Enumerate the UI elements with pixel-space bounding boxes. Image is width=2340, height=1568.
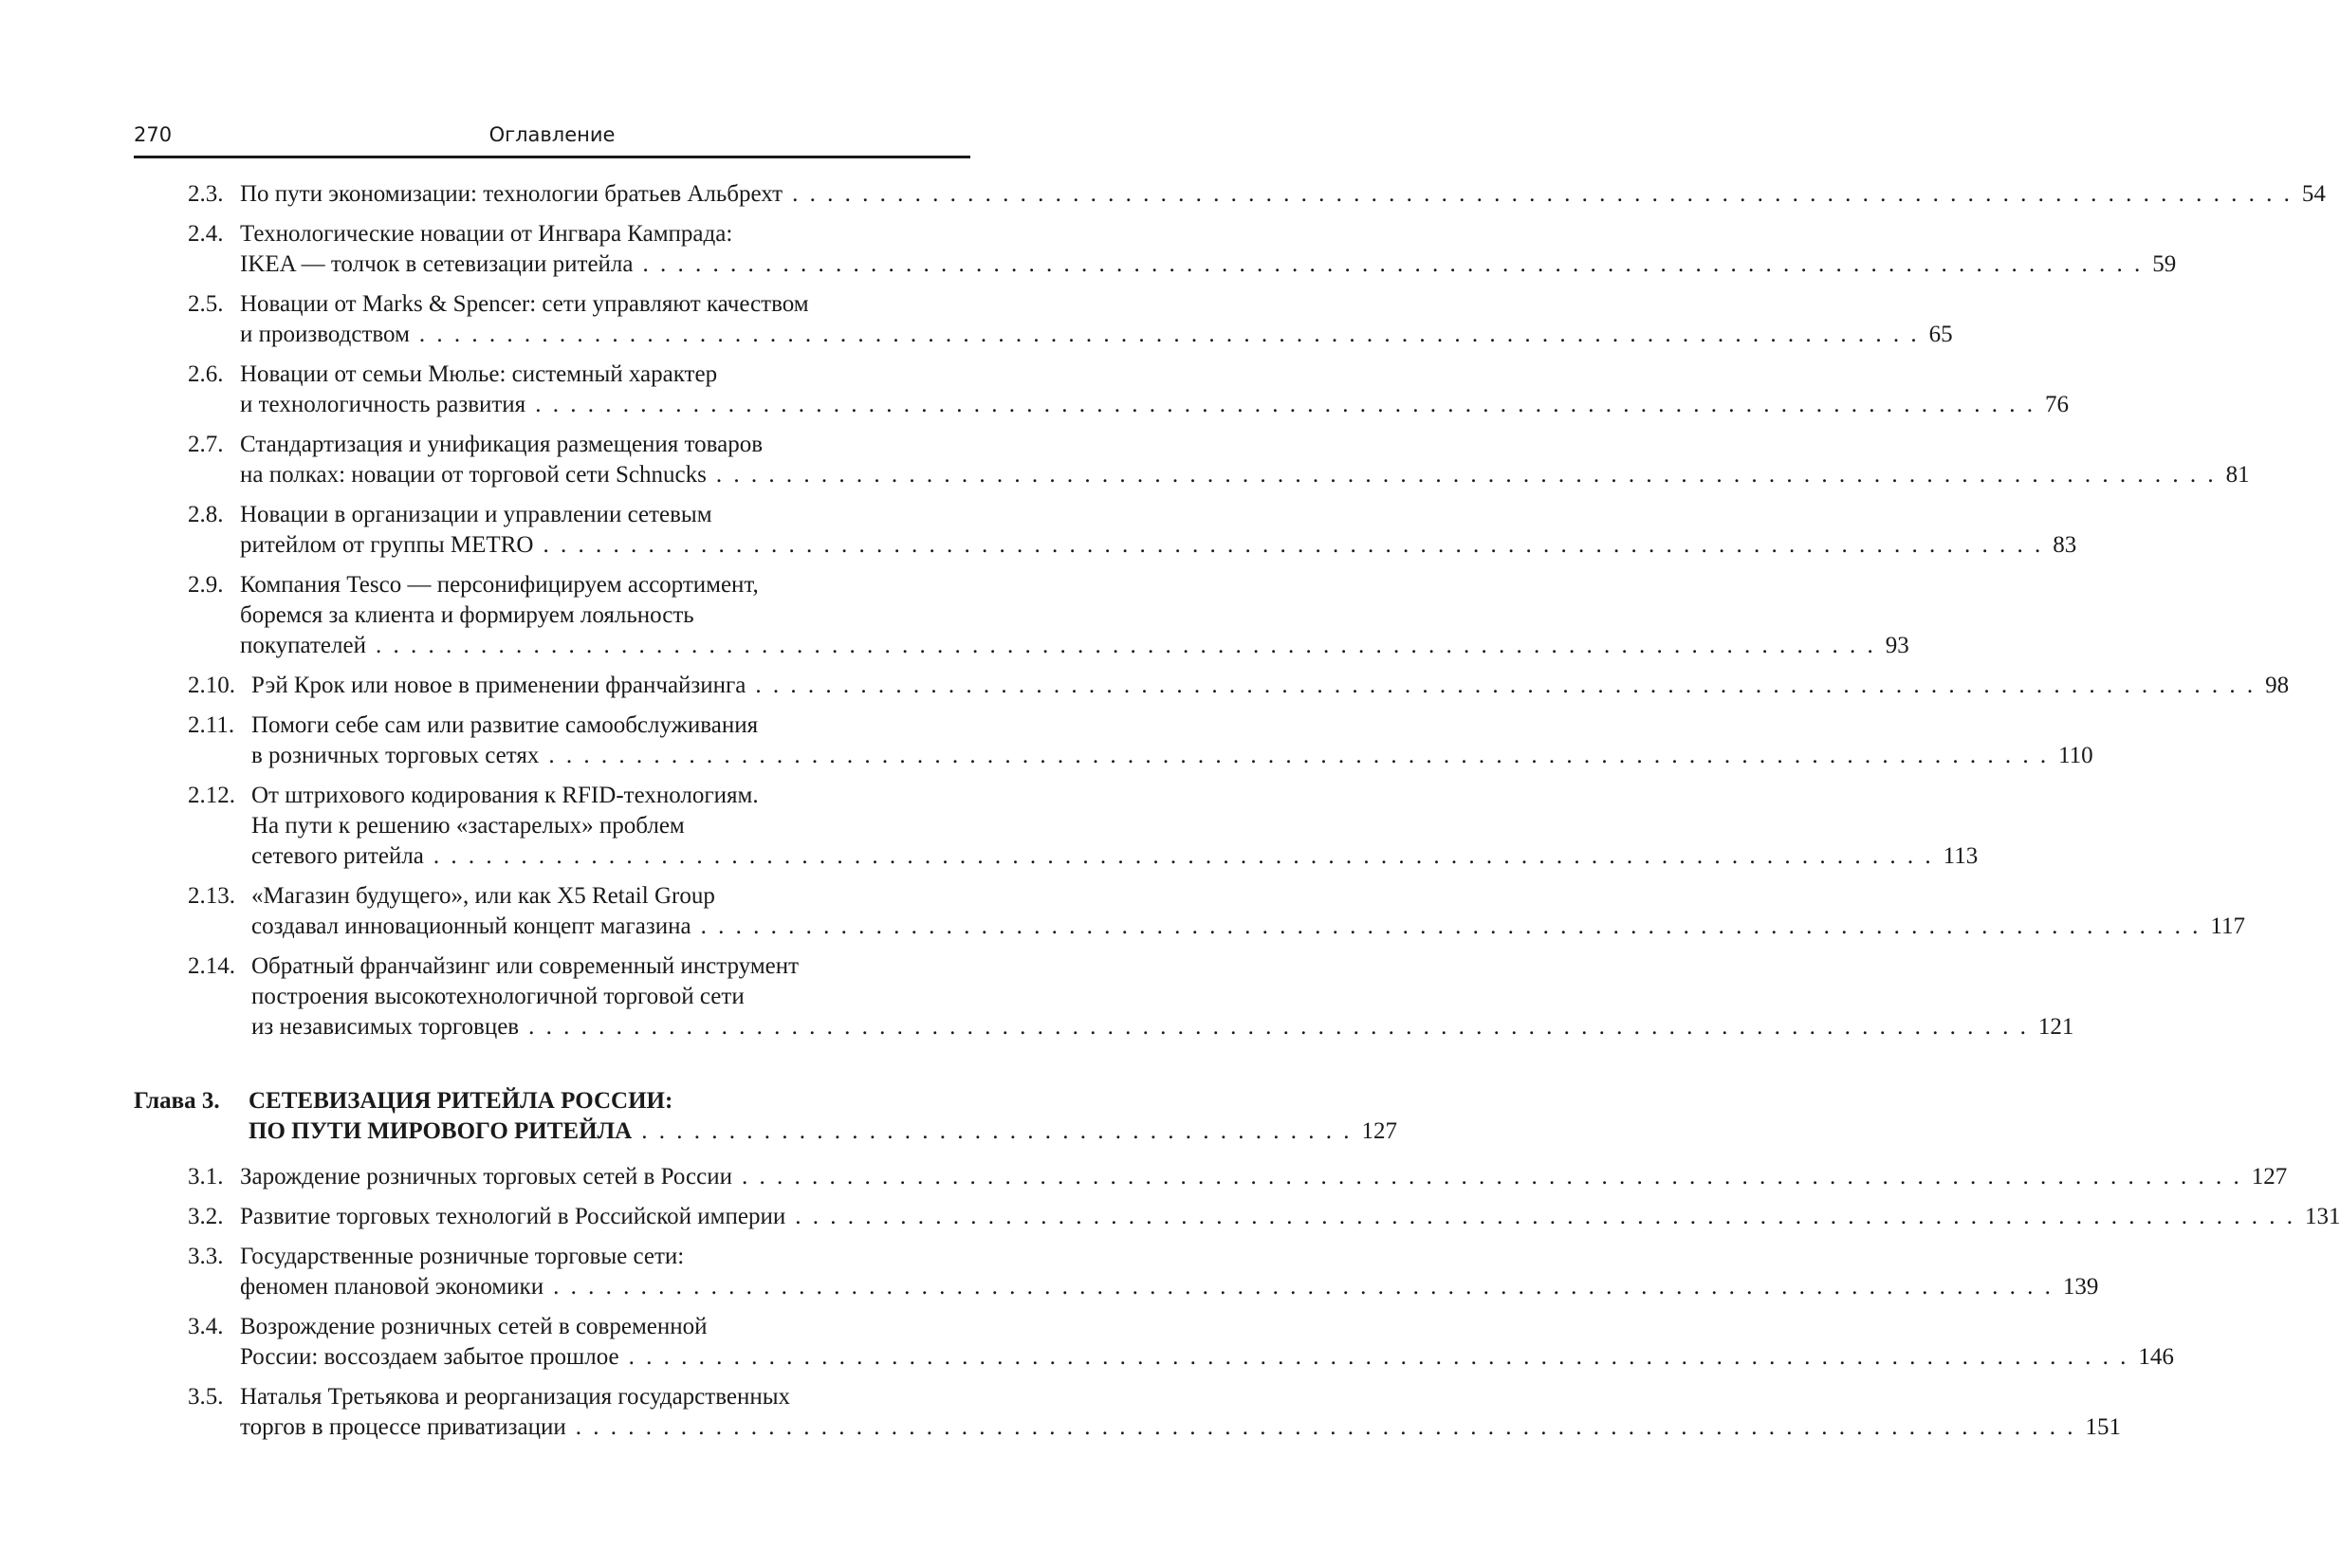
entry-text <box>240 1312 2174 1373</box>
entry-line: Технологические новации от Ингвара Кампрада: <box>240 221 733 247</box>
entry-text <box>251 671 2290 701</box>
entry-last-line <box>240 1342 2174 1373</box>
entry-text <box>240 1382 2121 1443</box>
page-ref: 113 <box>1943 843 1979 869</box>
entry-text <box>240 430 2250 490</box>
entry-last-line <box>240 1272 2099 1302</box>
page-ref: 151 <box>2085 1414 2121 1440</box>
chapter-title-line: СЕТЕВИЗАЦИЯ РИТЕЙЛА РОССИИ: <box>249 1088 673 1114</box>
entry-last-line <box>240 1162 2288 1192</box>
entry-line: из независимых торговцев <box>251 1014 520 1040</box>
entry-line: в розничных торговых сетях <box>251 743 540 768</box>
section-number: 2.10. <box>188 673 235 698</box>
section-number: 2.13. <box>188 883 235 909</box>
entry-text <box>251 881 2245 942</box>
dot-leader <box>701 912 2202 942</box>
entry-line: ритейлом от группы METRO <box>240 532 534 558</box>
entry-line: Государственные розничные торговые сети: <box>240 1244 685 1269</box>
entry-last-line <box>240 460 2250 490</box>
page-ref: 131 <box>2304 1204 2340 1229</box>
toc-entry <box>134 430 2250 490</box>
entry-line: Наталья Третьякова и реорганизация государственных <box>240 1384 791 1410</box>
section-number: 3.3. <box>188 1244 224 1269</box>
running-title: Оглавление <box>488 123 616 146</box>
toc-entry <box>134 179 2326 210</box>
chapter-heading <box>134 1086 1397 1147</box>
section-number: 3.4. <box>188 1314 224 1339</box>
entry-last-line <box>240 530 2077 561</box>
dot-leader <box>629 1342 2129 1373</box>
toc-entry <box>134 1312 2174 1373</box>
entry-line: торгов в процессе приватизации <box>240 1414 566 1440</box>
toc-entry <box>134 1382 2121 1443</box>
dot-leader <box>792 179 2293 210</box>
dot-leader <box>795 1202 2295 1232</box>
entry-line: IKEA — толчок в сетевизации ритейла <box>240 251 634 277</box>
entry-last-line <box>240 390 2069 420</box>
page-ref: 81 <box>2225 462 2250 488</box>
entry-text <box>251 710 2093 771</box>
toc-entry <box>134 570 1909 661</box>
page-ref: 139 <box>2062 1274 2099 1300</box>
dot-leader <box>528 1012 2029 1042</box>
section-number: 3.2. <box>188 1204 224 1229</box>
section-number: 2.12. <box>188 783 235 808</box>
chapter-page: 127 <box>1361 1118 1397 1144</box>
entry-text <box>240 360 2069 420</box>
dot-leader: . . . . . . . . . . . . . . . . . . . . . . . . . . . . . . . . . . . . . . . . . <box>641 1118 1353 1144</box>
header-divider <box>134 156 970 158</box>
entry-line: на полках: новации от торговой сети Schnucks <box>240 462 707 488</box>
entry-line: Обратный франчайзинг или современный инструмент <box>251 953 800 979</box>
toc-entry <box>134 1162 2288 1192</box>
entry-line: Новации в организации и управлении сетевым <box>240 502 712 527</box>
entry-last-line <box>251 912 2245 942</box>
page-number: 270 <box>134 123 173 146</box>
entry-line: По пути экономизации: технологии братьев Альбрехт <box>240 181 783 207</box>
dot-leader <box>535 390 2036 420</box>
page-ref: 83 <box>2053 532 2077 558</box>
entry-line: Стандартизация и унификация размещения товаров <box>240 432 764 457</box>
dot-leader <box>643 249 2144 280</box>
entry-text <box>240 1202 2340 1232</box>
entry-last-line <box>240 1412 2121 1443</box>
entry-line: «Магазин будущего», или как X5 Retail Group <box>251 883 715 909</box>
entry-line: покупателей <box>240 633 366 658</box>
entry-line: Возрождение розничных сетей в современной <box>240 1314 708 1339</box>
dot-leader <box>433 841 1934 872</box>
section-number: 3.5. <box>188 1384 224 1410</box>
entry-line: Компания Tesco — персонифицируем ассортимент, <box>240 572 759 598</box>
entry-line: От штрихового кодирования к RFID-технологиям. <box>251 783 759 808</box>
section-number: 2.5. <box>188 291 224 317</box>
page-ref: 59 <box>2152 251 2177 277</box>
table-of-contents <box>134 179 2340 1452</box>
entry-last-line <box>240 1202 2340 1232</box>
entry-text <box>251 781 1979 872</box>
section-number: 2.8. <box>188 502 224 527</box>
entry-last-line <box>251 841 1979 872</box>
entry-line: боремся за клиента и формируем лояльность <box>240 602 694 628</box>
dot-leader <box>419 320 1920 350</box>
toc-entry <box>134 500 2077 561</box>
dot-leader <box>543 530 2043 561</box>
dot-leader <box>755 671 2256 701</box>
entry-text <box>240 219 2177 280</box>
dot-leader <box>576 1412 2076 1443</box>
chapter-title <box>249 1086 1397 1147</box>
entry-line: Рэй Крок или новое в применении франчайзинга <box>251 673 746 698</box>
chapter-label: Глава 3. <box>134 1088 220 1114</box>
toc-entry <box>134 951 2074 1042</box>
page-ref: 76 <box>2044 392 2069 417</box>
entry-line: Помоги себе сам или развитие самообслуживания <box>251 712 759 738</box>
toc-section-chapter-2 <box>134 179 2326 1042</box>
entry-line: России: воссоздаем забытое прошлое <box>240 1344 619 1370</box>
entry-last-line <box>240 631 1909 661</box>
section-number: 2.4. <box>188 221 224 247</box>
entry-last-line <box>240 179 2326 210</box>
entry-last-line <box>251 741 2093 771</box>
entry-text <box>240 500 2077 561</box>
toc-section-chapter-3 <box>134 1162 2340 1443</box>
entry-line: и технологичность развития <box>240 392 526 417</box>
page-ref: 146 <box>2138 1344 2174 1370</box>
dot-leader <box>742 1162 2242 1192</box>
section-number: 3.1. <box>188 1164 224 1190</box>
section-number: 2.14. <box>188 953 235 979</box>
page-ref: 121 <box>2037 1014 2074 1040</box>
toc-entry <box>134 360 2069 420</box>
page-ref: 127 <box>2251 1164 2288 1190</box>
toc-entry <box>134 671 2290 701</box>
section-number: 2.9. <box>188 572 224 598</box>
entry-text <box>240 179 2326 210</box>
entry-line: Новации от Marks & Spencer: сети управляют качеством <box>240 291 809 317</box>
entry-line: и производством <box>240 322 410 347</box>
dot-leader <box>553 1272 2054 1302</box>
toc-entry <box>134 289 1953 350</box>
dot-leader <box>716 460 2217 490</box>
toc-entry <box>134 710 2093 771</box>
toc-entry <box>134 781 1979 872</box>
entry-last-line <box>240 249 2177 280</box>
page-ref: 65 <box>1928 322 1953 347</box>
section-number: 2.11. <box>188 712 235 738</box>
toc-entry <box>134 881 2245 942</box>
section-number: 2.7. <box>188 432 224 457</box>
entry-line: феномен плановой экономики <box>240 1274 544 1300</box>
entry-text <box>240 570 1909 661</box>
section-number: 2.6. <box>188 361 224 387</box>
entry-line: На пути к решению «застарелых» проблем <box>251 813 685 839</box>
chapter-title-line: ПО ПУТИ МИРОВОГО РИТЕЙЛА <box>249 1118 633 1144</box>
page-ref: 110 <box>2058 743 2093 768</box>
entry-text <box>251 951 2074 1042</box>
entry-line: построения высокотехнологичной торговой сети <box>251 984 745 1009</box>
entry-text <box>240 1242 2099 1302</box>
section-number: 2.3. <box>188 181 224 207</box>
page-ref: 93 <box>1885 633 1909 658</box>
entry-line: Зарождение розничных торговых сетей в России <box>240 1164 732 1190</box>
page-ref: 54 <box>2301 181 2326 207</box>
page-ref: 117 <box>2210 913 2245 939</box>
entry-text <box>240 1162 2288 1192</box>
toc-entry <box>134 1202 2340 1232</box>
chapter-title-last-line <box>249 1116 1397 1147</box>
entry-line: Новации от семьи Мюлье: системный характер <box>240 361 718 387</box>
entry-last-line <box>240 320 1953 350</box>
dot-leader <box>376 631 1876 661</box>
entry-last-line <box>251 1012 2074 1042</box>
entry-line: Развитие торговых технологий в Российской империи <box>240 1204 786 1229</box>
page-header <box>134 121 970 159</box>
dot-leader <box>548 741 2049 771</box>
toc-entry <box>134 219 2177 280</box>
entry-line: создавал инновационный концепт магазина <box>251 913 691 939</box>
page-ref: 98 <box>2265 673 2290 698</box>
entry-last-line <box>251 671 2290 701</box>
entry-text <box>240 289 1953 350</box>
entry-line: сетевого ритейла <box>251 843 424 869</box>
toc-entry <box>134 1242 2099 1302</box>
